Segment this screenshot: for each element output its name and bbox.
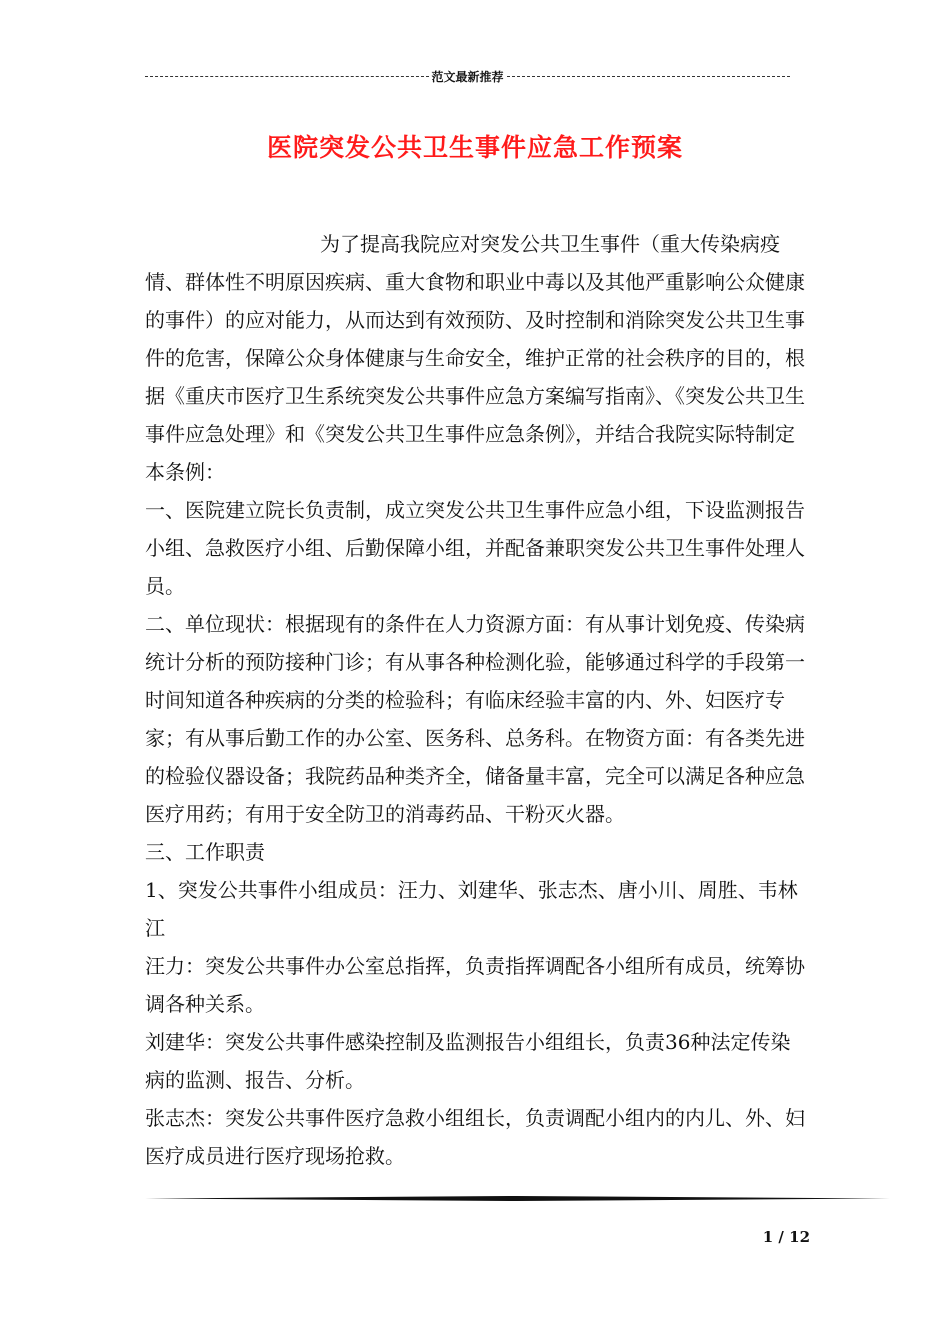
document-title: 医院突发公共卫生事件应急工作预案	[266, 133, 683, 162]
intro-paragraph: 为了提高我院应对突发公共卫生事件（重大传染病疫情、群体性不明原因疾病、重大食物和职业中毒以及其他严重影响公众健康的事件）的应对能力，从而达到有效预防、及时控制和消除突发公共卫生事件的危害，保障公众身体健康与生命安全，维护正常的社会秩序的目的，根据《重庆市医疗卫生系统突发公共事件应急方案编写指南》、《突发公共卫生事件应急处理》和《突发公共卫生事件应急条例》，并结合我院实际特制定本条例：	[145, 232, 805, 484]
member-duty-paragraph: 张志杰：突发公共事件医疗急救小组组长，负责调配小组内的内儿、外、妇医疗成员进行医疗现场抢救。	[145, 1106, 805, 1168]
page-number: 1 / 12	[762, 1228, 810, 1246]
member-duty-paragraph: 刘建华：突发公共事件感染控制及监测报告小组组长，负责36种法定传染病的监测、报告、分析。	[145, 1030, 791, 1092]
footer-rule	[145, 1196, 890, 1201]
member-duty-paragraph: 汪力：突发公共事件办公室总指挥，负责指挥调配各小组所有成员，统筹协调各种关系。	[145, 954, 805, 1016]
document-body	[145, 225, 810, 1175]
section-one-paragraph: 一、医院建立院长负责制，成立突发公共卫生事件应急小组，下设监测报告小组、急救医疗小组、后勤保障小组，并配备兼职突发公共卫生事件处理人员。	[145, 498, 805, 598]
members-paragraph: 1、突发公共事件小组成员：汪力、刘建华、张志杰、唐小川、周胜、韦林江	[145, 878, 798, 940]
header-dash-left	[145, 76, 429, 77]
header-text: 范文最新推荐	[431, 69, 504, 84]
header-dash-right	[507, 76, 791, 77]
page-header	[145, 68, 790, 84]
section-three-heading: 三、工作职责	[145, 840, 265, 864]
section-two-paragraph: 二、单位现状：根据现有的条件在人力资源方面：有从事计划免疫、传染病统计分析的预防接种门诊；有从事各种检测化验，能够通过科学的手段第一时间知道各种疾病的分类的检验科；有临床经验丰富的内、外、妇医疗专家；有从事后勤工作的办公室、医务科、总务科。在物资方面：有各类先进的检验仪器设备；我院药品种类齐全，储备量丰富，完全可以满足各种应急医疗用药；有用于安全防卫的消毒药品、干粉灭火器。	[145, 612, 805, 826]
